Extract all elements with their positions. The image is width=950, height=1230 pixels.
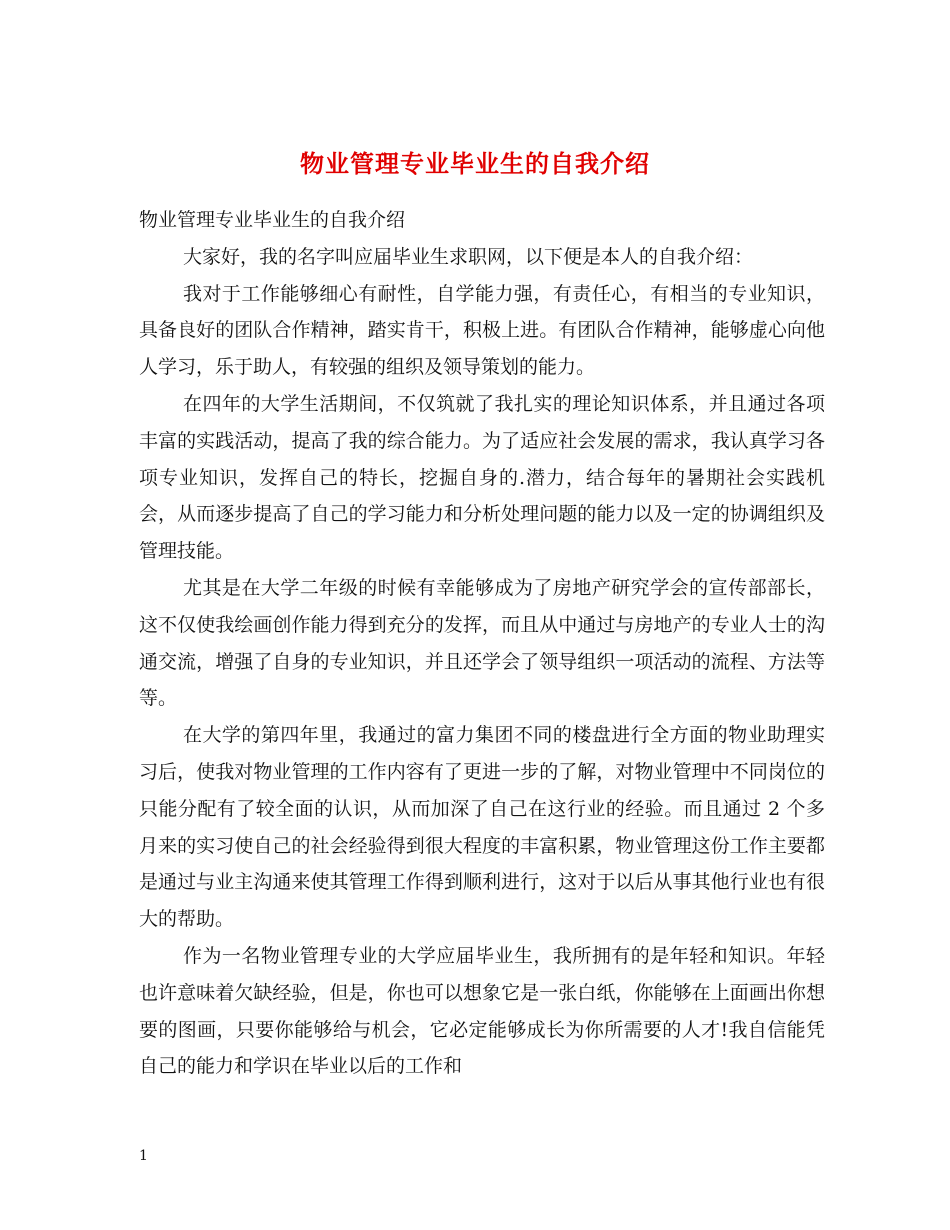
paragraph-university-life: 在四年的大学生活期间，不仅筑就了我扎实的理论知识体系，并且通过各项丰富的实践活动，提高了我的综合能力。为了适应社会发展的需求，我认真学习各项专业知识，发挥自己的特长，挖掘自身的.潜力，结合每年的暑期社会实践机会，从而逐步提高了自己的学习能力和分析处理问题的能力以及一定的协调组织及管理技能。 xyxy=(139,392,825,563)
paragraph-personal-qualities: 我对于工作能够细心有耐性，自学能力强，有责任心，有相当的专业知识，具备良好的团队合作精神，踏实肯干，积极上进。有团队合作精神，能够虚心向他人学习，乐于助人，有较强的组织及领导策划的能力。 xyxy=(139,282,825,379)
page-number: 1 xyxy=(139,1148,148,1164)
paragraph-conclusion: 作为一名物业管理专业的大学应届毕业生，我所拥有的是年轻和知识。年轻也许意味着欠缺经验，但是，你也可以想象它是一张白纸，你能够在上面画出你想要的图画，只要你能够给与机会，它必定能够成长为你所需要的人才!我自信能凭自己的能力和学识在毕业以后的工作和 xyxy=(139,944,825,1078)
paragraph-internship: 在大学的第四年里，我通过的富力集团不同的楼盘进行全方面的物业助理实习后，使我对物业管理的工作内容有了更进一步的了解，对物业管理中不同岗位的只能分配有了较全面的认识，从而加深了自己在这行业的经验。而且通过 2 个多月来的实习使自己的社会经验得到很大程度的丰富积累，物业管理这份工作主要都是通过与业主沟通来使其管理工作得到顺利进行，这对于以后从事其他行业也有很大的帮助。 xyxy=(139,724,825,931)
document-body xyxy=(139,202,825,1085)
document-title: 物业管理专业毕业生的自我介绍 xyxy=(300,149,650,179)
paragraph-club-experience: 尤其是在大学二年级的时候有幸能够成为了房地产研究学会的宣传部部长，这不仅使我绘画创作能力得到充分的发挥，而且从中通过与房地产的专业人士的沟通交流，增强了自身的专业知识，并且还学会了领导组织一项活动的流程、方法等等。 xyxy=(139,576,825,710)
paragraph-greeting: 大家好，我的名字叫应届毕业生求职网，以下便是本人的自我介绍： xyxy=(183,245,754,268)
document-subtitle: 物业管理专业毕业生的自我介绍 xyxy=(139,209,406,231)
